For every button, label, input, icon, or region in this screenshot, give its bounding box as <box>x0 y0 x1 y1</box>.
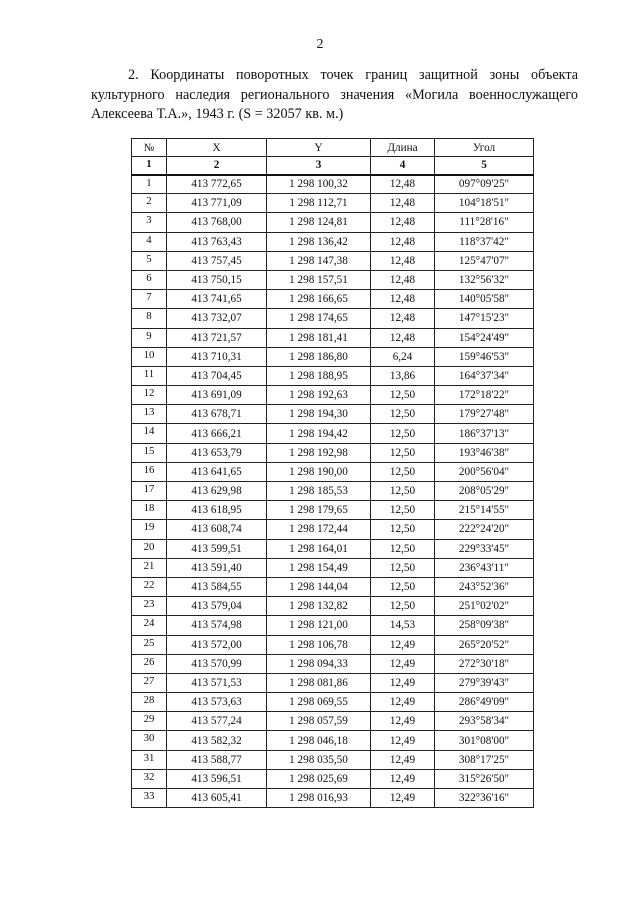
x-cell: 413 596,51 <box>167 769 267 788</box>
y-cell: 1 298 186,80 <box>267 347 371 366</box>
table-row <box>132 731 534 750</box>
y-cell: 1 298 046,18 <box>267 731 371 750</box>
x-cell: 413 618,95 <box>167 501 267 520</box>
angle-cell: 258°09'38" <box>435 616 534 635</box>
point-number-cell: 5 <box>132 251 167 270</box>
length-cell: 12,50 <box>371 386 435 405</box>
table-row <box>132 673 534 692</box>
header-angle: Угол <box>435 139 534 157</box>
point-number-cell: 4 <box>132 232 167 251</box>
point-number-cell: 10 <box>132 347 167 366</box>
point-number-cell: 2 <box>132 194 167 213</box>
length-cell: 12,48 <box>371 251 435 270</box>
length-cell: 12,49 <box>371 635 435 654</box>
x-cell: 413 653,79 <box>167 443 267 462</box>
column-number-cell: 2 <box>167 157 267 175</box>
length-cell: 12,49 <box>371 769 435 788</box>
angle-cell: 265°20'52" <box>435 635 534 654</box>
y-cell: 1 298 174,65 <box>267 309 371 328</box>
section-heading <box>91 66 578 125</box>
length-cell: 12,48 <box>371 309 435 328</box>
point-number-cell: 12 <box>132 386 167 405</box>
y-cell: 1 298 157,51 <box>267 270 371 289</box>
table-row <box>132 769 534 788</box>
table-row <box>132 693 534 712</box>
length-cell: 12,50 <box>371 443 435 462</box>
y-cell: 1 298 136,42 <box>267 232 371 251</box>
table-row <box>132 405 534 424</box>
point-number-cell: 31 <box>132 750 167 769</box>
table-row <box>132 290 534 309</box>
header-x: X <box>167 139 267 157</box>
point-number-cell: 24 <box>132 616 167 635</box>
y-cell: 1 298 124,81 <box>267 213 371 232</box>
angle-cell: 322°36'16" <box>435 789 534 808</box>
header-number: № <box>132 139 167 157</box>
column-number-cell: 5 <box>435 157 534 175</box>
length-cell: 13,86 <box>371 366 435 385</box>
angle-cell: 308°17'25" <box>435 750 534 769</box>
length-cell: 12,48 <box>371 213 435 232</box>
table-row <box>132 175 534 194</box>
point-number-cell: 17 <box>132 482 167 501</box>
point-number-cell: 9 <box>132 328 167 347</box>
y-cell: 1 298 121,00 <box>267 616 371 635</box>
table-row <box>132 443 534 462</box>
heading-line-3: Алексеева Т.А.», 1943 г. (S = 32057 кв. м.) <box>91 106 344 122</box>
x-cell: 413 572,00 <box>167 635 267 654</box>
angle-cell: 172°18'22" <box>435 386 534 405</box>
angle-cell: 200°56'04" <box>435 462 534 481</box>
angle-cell: 154°24'49" <box>435 328 534 347</box>
column-number-cell: 4 <box>371 157 435 175</box>
table-body <box>132 175 534 808</box>
y-cell: 1 298 194,30 <box>267 405 371 424</box>
column-number-cell: 3 <box>267 157 371 175</box>
y-cell: 1 298 016,93 <box>267 789 371 808</box>
point-number-cell: 29 <box>132 712 167 731</box>
y-cell: 1 298 144,04 <box>267 577 371 596</box>
angle-cell: 315°26'50" <box>435 769 534 788</box>
x-cell: 413 577,24 <box>167 712 267 731</box>
x-cell: 413 573,63 <box>167 693 267 712</box>
angle-cell: 097°09'25" <box>435 175 534 194</box>
y-cell: 1 298 100,32 <box>267 175 371 194</box>
angle-cell: 104°18'51" <box>435 194 534 213</box>
table-row <box>132 635 534 654</box>
column-numbers-row <box>132 157 534 175</box>
length-cell: 12,50 <box>371 597 435 616</box>
angle-cell: 222°24'20" <box>435 520 534 539</box>
point-number-cell: 25 <box>132 635 167 654</box>
length-cell: 12,48 <box>371 328 435 347</box>
x-cell: 413 571,53 <box>167 673 267 692</box>
x-cell: 413 591,40 <box>167 558 267 577</box>
table-row <box>132 251 534 270</box>
angle-cell: 272°30'18" <box>435 654 534 673</box>
point-number-cell: 22 <box>132 577 167 596</box>
angle-cell: 215°14'55" <box>435 501 534 520</box>
x-cell: 413 582,32 <box>167 731 267 750</box>
angle-cell: 251°02'02" <box>435 597 534 616</box>
point-number-cell: 11 <box>132 366 167 385</box>
length-cell: 12,49 <box>371 789 435 808</box>
point-number-cell: 30 <box>132 731 167 750</box>
y-cell: 1 298 164,01 <box>267 539 371 558</box>
table-row <box>132 558 534 577</box>
x-cell: 413 588,77 <box>167 750 267 769</box>
angle-cell: 159°46'53" <box>435 347 534 366</box>
y-cell: 1 298 025,69 <box>267 769 371 788</box>
point-number-cell: 16 <box>132 462 167 481</box>
y-cell: 1 298 185,53 <box>267 482 371 501</box>
x-cell: 413 704,45 <box>167 366 267 385</box>
point-number-cell: 13 <box>132 405 167 424</box>
table-row <box>132 386 534 405</box>
angle-cell: 125°47'07" <box>435 251 534 270</box>
table-row <box>132 597 534 616</box>
table-row <box>132 232 534 251</box>
table-header-row <box>132 139 534 157</box>
angle-cell: 111°28'16" <box>435 213 534 232</box>
header-length: Длина <box>371 139 435 157</box>
y-cell: 1 298 154,49 <box>267 558 371 577</box>
table-row <box>132 712 534 731</box>
length-cell: 14,53 <box>371 616 435 635</box>
table-row <box>132 789 534 808</box>
length-cell: 12,50 <box>371 539 435 558</box>
x-cell: 413 757,45 <box>167 251 267 270</box>
table-row <box>132 616 534 635</box>
x-cell: 413 768,00 <box>167 213 267 232</box>
length-cell: 12,49 <box>371 693 435 712</box>
length-cell: 12,50 <box>371 558 435 577</box>
table-row <box>132 482 534 501</box>
heading-line-1: 2. Координаты поворотных точек границ защитной зоны объекта <box>128 67 578 83</box>
length-cell: 12,49 <box>371 654 435 673</box>
table-row <box>132 366 534 385</box>
angle-cell: 193°46'38" <box>435 443 534 462</box>
length-cell: 6,24 <box>371 347 435 366</box>
x-cell: 413 771,09 <box>167 194 267 213</box>
point-number-cell: 26 <box>132 654 167 673</box>
point-number-cell: 21 <box>132 558 167 577</box>
y-cell: 1 298 179,65 <box>267 501 371 520</box>
angle-cell: 301°08'00" <box>435 731 534 750</box>
length-cell: 12,48 <box>371 194 435 213</box>
angle-cell: 140°05'58" <box>435 290 534 309</box>
length-cell: 12,50 <box>371 462 435 481</box>
angle-cell: 279°39'43" <box>435 673 534 692</box>
angle-cell: 286°49'09" <box>435 693 534 712</box>
length-cell: 12,49 <box>371 750 435 769</box>
x-cell: 413 574,98 <box>167 616 267 635</box>
table-row <box>132 194 534 213</box>
angle-cell: 208°05'29" <box>435 482 534 501</box>
x-cell: 413 570,99 <box>167 654 267 673</box>
table-row <box>132 424 534 443</box>
x-cell: 413 750,15 <box>167 270 267 289</box>
angle-cell: 243°52'36" <box>435 577 534 596</box>
x-cell: 413 599,51 <box>167 539 267 558</box>
angle-cell: 186°37'13" <box>435 424 534 443</box>
table-row <box>132 520 534 539</box>
point-number-cell: 3 <box>132 213 167 232</box>
y-cell: 1 298 147,38 <box>267 251 371 270</box>
point-number-cell: 15 <box>132 443 167 462</box>
y-cell: 1 298 192,98 <box>267 443 371 462</box>
table-row <box>132 577 534 596</box>
x-cell: 413 721,57 <box>167 328 267 347</box>
point-number-cell: 32 <box>132 769 167 788</box>
page-number: 2 <box>316 37 324 52</box>
point-number-cell: 20 <box>132 539 167 558</box>
length-cell: 12,48 <box>371 270 435 289</box>
length-cell: 12,50 <box>371 520 435 539</box>
point-number-cell: 27 <box>132 673 167 692</box>
length-cell: 12,50 <box>371 405 435 424</box>
point-number-cell: 1 <box>132 175 167 194</box>
point-number-cell: 19 <box>132 520 167 539</box>
y-cell: 1 298 112,71 <box>267 194 371 213</box>
y-cell: 1 298 181,41 <box>267 328 371 347</box>
angle-cell: 164°37'34" <box>435 366 534 385</box>
x-cell: 413 666,21 <box>167 424 267 443</box>
table-row <box>132 309 534 328</box>
x-cell: 413 763,43 <box>167 232 267 251</box>
point-number-cell: 14 <box>132 424 167 443</box>
length-cell: 12,50 <box>371 577 435 596</box>
header-y: Y <box>267 139 371 157</box>
point-number-cell: 23 <box>132 597 167 616</box>
angle-cell: 132°56'32" <box>435 270 534 289</box>
length-cell: 12,50 <box>371 482 435 501</box>
table-row <box>132 462 534 481</box>
angle-cell: 229°33'45" <box>435 539 534 558</box>
angle-cell: 179°27'48" <box>435 405 534 424</box>
length-cell: 12,49 <box>371 712 435 731</box>
length-cell: 12,49 <box>371 673 435 692</box>
column-number-cell: 1 <box>132 157 167 175</box>
y-cell: 1 298 194,42 <box>267 424 371 443</box>
y-cell: 1 298 094,33 <box>267 654 371 673</box>
length-cell: 12,49 <box>371 731 435 750</box>
y-cell: 1 298 132,82 <box>267 597 371 616</box>
table-row <box>132 328 534 347</box>
point-number-cell: 8 <box>132 309 167 328</box>
length-cell: 12,48 <box>371 290 435 309</box>
heading-line-2: культурного наследия регионального значения «Могила военнослужащего <box>91 86 578 103</box>
table-row <box>132 501 534 520</box>
x-cell: 413 732,07 <box>167 309 267 328</box>
y-cell: 1 298 192,63 <box>267 386 371 405</box>
y-cell: 1 298 035,50 <box>267 750 371 769</box>
length-cell: 12,50 <box>371 501 435 520</box>
y-cell: 1 298 172,44 <box>267 520 371 539</box>
table-row <box>132 270 534 289</box>
table-row <box>132 654 534 673</box>
x-cell: 413 641,65 <box>167 462 267 481</box>
y-cell: 1 298 106,78 <box>267 635 371 654</box>
x-cell: 413 608,74 <box>167 520 267 539</box>
point-number-cell: 7 <box>132 290 167 309</box>
angle-cell: 236°43'11" <box>435 558 534 577</box>
angle-cell: 118°37'42" <box>435 232 534 251</box>
table-row <box>132 750 534 769</box>
length-cell: 12,48 <box>371 175 435 194</box>
x-cell: 413 741,65 <box>167 290 267 309</box>
y-cell: 1 298 069,55 <box>267 693 371 712</box>
x-cell: 413 678,71 <box>167 405 267 424</box>
y-cell: 1 298 081,86 <box>267 673 371 692</box>
point-number-cell: 6 <box>132 270 167 289</box>
angle-cell: 293°58'34" <box>435 712 534 731</box>
x-cell: 413 710,31 <box>167 347 267 366</box>
x-cell: 413 579,04 <box>167 597 267 616</box>
y-cell: 1 298 166,65 <box>267 290 371 309</box>
x-cell: 413 605,41 <box>167 789 267 808</box>
x-cell: 413 584,55 <box>167 577 267 596</box>
table-row <box>132 347 534 366</box>
table-row <box>132 539 534 558</box>
x-cell: 413 691,09 <box>167 386 267 405</box>
table-row <box>132 213 534 232</box>
y-cell: 1 298 190,00 <box>267 462 371 481</box>
y-cell: 1 298 188,95 <box>267 366 371 385</box>
length-cell: 12,48 <box>371 232 435 251</box>
y-cell: 1 298 057,59 <box>267 712 371 731</box>
point-number-cell: 28 <box>132 693 167 712</box>
coordinates-table <box>131 138 534 808</box>
point-number-cell: 33 <box>132 789 167 808</box>
point-number-cell: 18 <box>132 501 167 520</box>
x-cell: 413 772,65 <box>167 175 267 194</box>
length-cell: 12,50 <box>371 424 435 443</box>
angle-cell: 147°15'23" <box>435 309 534 328</box>
x-cell: 413 629,98 <box>167 482 267 501</box>
